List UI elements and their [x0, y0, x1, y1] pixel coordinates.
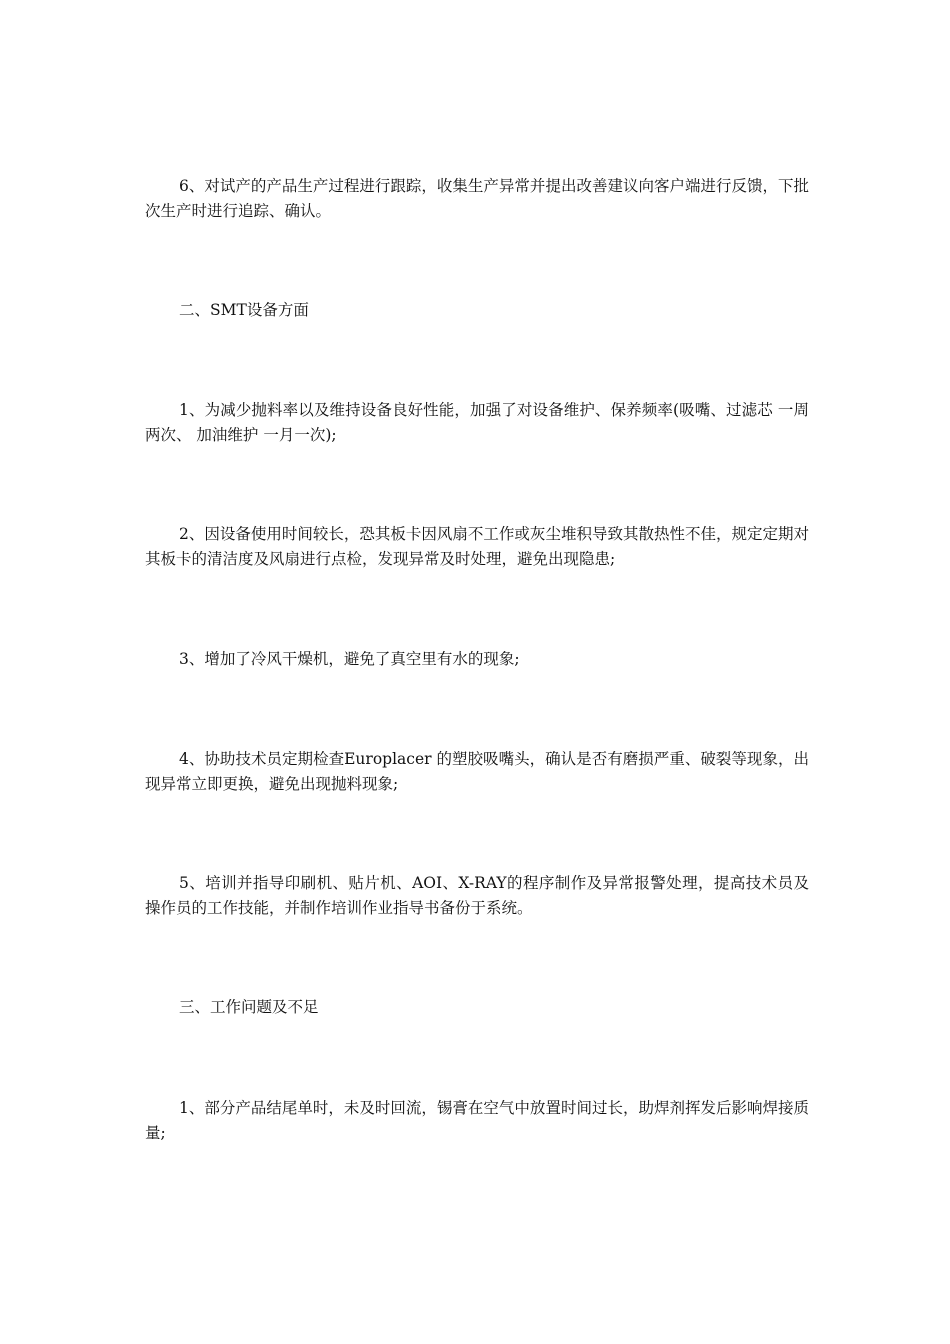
paragraph-nozzle-check: 4、协助技术员定期检查Europlacer 的塑胶吸嘴头，确认是否有磨损严重、破裂等现象，出现异常立即更换，避免出现抛料现象;	[145, 750, 809, 793]
paragraph-maintenance-frequency: 1、为减少抛料率以及维持设备良好性能，加强了对设备维护、保养频率(吸嘴、过滤芯 一周两次、 加油维护 一月一次);	[145, 401, 809, 444]
paragraph-cold-air-dryer: 3、增加了冷风干燥机，避免了真空里有水的现象;	[179, 650, 520, 668]
paragraph-trial-production-tracking: 6、对试产的产品生产过程进行跟踪，收集生产异常并提出改善建议向客户端进行反馈，下批次生产时进行追踪、确认。	[145, 177, 809, 220]
paragraph-board-card-inspection: 2、因设备使用时间较长，恐其板卡因风扇不工作或灰尘堆积导致其散热性不佳，规定定期对其板卡的清洁度及风扇进行点检，发现异常及时处理，避免出现隐患;	[145, 525, 809, 568]
section-heading-work-issues: 三、工作问题及不足	[179, 998, 319, 1016]
section-heading-smt-equipment: 二、SMT设备方面	[179, 301, 309, 319]
paragraph-solder-paste-issue: 1、部分产品结尾单时，未及时回流，锡膏在空气中放置时间过长，助焊剂挥发后影响焊接质量;	[145, 1099, 809, 1142]
paragraph-training-guidance: 5、培训并指导印刷机、贴片机、AOI、X-RAY的程序制作及异常报警处理，提高技术员及操作员的工作技能，并制作培训作业指导书备份于系统。	[145, 874, 809, 917]
